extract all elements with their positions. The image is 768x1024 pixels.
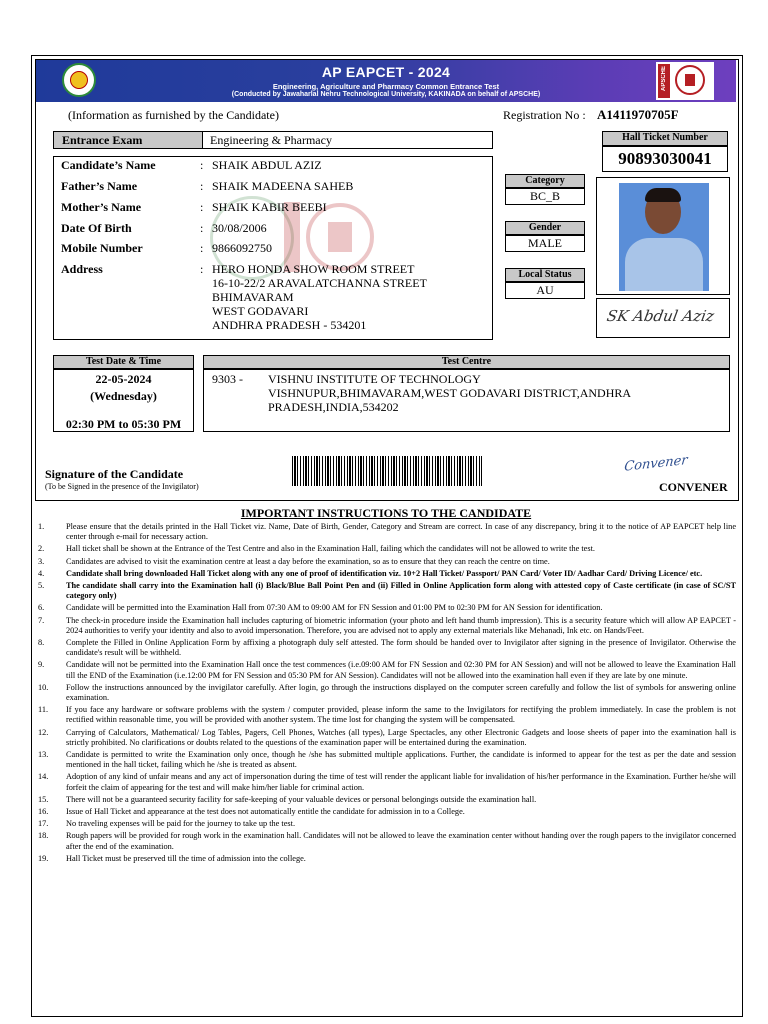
instruction-item (38, 569, 736, 579)
candidate-name-label: Candidate’s Name (61, 158, 156, 172)
category-label: Category (505, 174, 585, 188)
address-line: 16-10-22/2 ARAVALATCHANNA STREET (212, 276, 427, 290)
address-line: ANDHRA PRADESH - 534201 (212, 318, 367, 332)
entrance-exam-row (53, 131, 493, 149)
instruction-item (38, 705, 736, 725)
instruction-item (38, 728, 736, 748)
conducted-by: (Conducted by Jawaharlal Nehru Technological University, KAKINADA on behalf of APSCHE) (231, 91, 541, 98)
instruction-number: 1. (38, 522, 45, 531)
instructions-title: IMPORTANT INSTRUCTIONS TO THE CANDIDATE (240, 506, 532, 520)
mobile-label: Mobile Number (61, 241, 143, 255)
father-name-label: Father’s Name (61, 179, 138, 193)
jntuk-logo (62, 63, 96, 97)
instruction-text: Carrying of Calculators, Mathematical/ Log Tables, Pagers, Cell Phones, Watches (all types), Large Spectacles, any other Electronic Gadgets and loose sheets of paper into the examination hall is strictly prohibited. No clarifications or doubts related to the questions of the examination paper will be entertained during the examination. (66, 727, 736, 747)
candidate-signature-image: SK Abdul Aziz (596, 298, 730, 338)
instruction-item (38, 854, 736, 864)
instruction-item (38, 660, 736, 680)
instruction-item (38, 544, 736, 554)
instruction-item (38, 581, 736, 601)
instruction-number: 10. (38, 682, 49, 692)
exam-title: AP EAPCET - 2024 (321, 64, 451, 80)
instruction-text: Hall Ticket must be preserved till the time of admission into the college. (66, 853, 306, 863)
signature-label: Signature of the Candidate (45, 467, 184, 481)
entrance-exam-value: Engineering & Pharmacy (210, 133, 332, 147)
mobile-value: 9866092750 (212, 241, 272, 255)
mother-name-label: Mother’s Name (61, 200, 142, 214)
convener-label: CONVENER (659, 480, 728, 494)
instruction-number: 7. (38, 615, 45, 625)
instruction-text: The check-in procedure inside the Examination hall includes capturing of biometric information (your photo and left hand thumb impression). This is a security feature which will allow AP EAPCET - 2024 authorities to verify your identity and also to avoid impersonation. Therefore, you are advised not to apply any external materials like Mehanadi, Ink etc. on Hands/Feet. (66, 615, 736, 635)
convener-signature: Convener (623, 452, 689, 475)
gender-value: MALE (505, 235, 585, 252)
instruction-text: There will not be a guaranteed security facility for safe-keeping of your valuable devices or personal belongings outside the examination hall. (66, 794, 537, 804)
instruction-number: 16. (38, 807, 49, 817)
instruction-item (38, 557, 736, 567)
registration-number: A1411970705F (597, 107, 679, 122)
candidate-name-value: SHAIK ABDUL AZIZ (212, 158, 322, 172)
instruction-item (38, 795, 736, 805)
test-centre-box (203, 369, 730, 432)
instruction-number: 11. (38, 705, 49, 715)
address-label: Address (61, 262, 103, 276)
instruction-number: 12. (38, 727, 49, 737)
centre-line: VISHNUPUR,BHIMAVARAM,WEST GODAVARI DISTRICT,ANDHRA (268, 386, 632, 400)
gender-label: Gender (505, 221, 585, 235)
instruction-item (38, 831, 736, 851)
test-day: (Wednesday) (90, 389, 157, 403)
hall-ticket-label: Hall Ticket Number (602, 131, 728, 146)
test-date: 22-05-2024 (95, 372, 152, 386)
mother-name-value: SHAIK KABIR BEEBI (212, 200, 327, 214)
instruction-item (38, 616, 736, 636)
instruction-text: Rough papers will be provided for rough work in the examination hall. Candidates will not be allowed to leave the examination center without handing over the rough papers to the invigilator concerned after the end of the examination. (66, 831, 736, 851)
instruction-item (38, 772, 736, 792)
instruction-item (38, 683, 736, 703)
address-line: BHIMAVARAM (212, 290, 294, 304)
instruction-number: 6. (38, 603, 45, 613)
instruction-text: Candidate shall bring downloaded Hall Ticket along with any one of proof of identification viz. 10+2 Hall Ticket/ Passport/ PAN Card/ Voter ID/ Aadhar Card/ Driving Licence/ etc. (66, 568, 703, 578)
test-centre-label: Test Centre (203, 355, 730, 369)
instruction-text: If you face any hardware or software problems with the system / computer provided, please inform the same to the Invigilators for rectifying the problem immediately. In case the problem is not rectified within reasonable time, you will be provided with another system. The time lost for changing the system will be compensated. (66, 705, 736, 725)
dob-value: 30/08/2006 (212, 221, 267, 235)
instruction-item (38, 819, 736, 829)
instruction-text: Candidate is permitted to write the Examination only once, though he /she has submitted multiple applications. Further, the candidate is informed to appear for the test as per the date and session mentioned in the hall ticket, failing which he /she is treated as absent. (66, 750, 736, 770)
instruction-text: Candidate will not be permitted into the Examination Hall once the test commences (i.e.09:00 AM for FN Session and 02:30 PM for AN Session) and will not be allowed to leave the Examination Hall till the END of the Examination (i.e.12:00 PM for FN Session and 05:30 PM for AN Session). Candidates will not be allowed into the examination hall even if they are late by one minute. (66, 660, 736, 680)
centre-line: VISHNU INSTITUTE OF TECHNOLOGY (268, 372, 481, 386)
father-name-value: SHAIK MADEENA SAHEB (212, 179, 354, 193)
address-value (212, 262, 427, 332)
instruction-number: 18. (38, 831, 49, 841)
instruction-number: 14. (38, 772, 49, 782)
hall-ticket-number: 90893030041 (602, 146, 728, 172)
instructions-list (38, 522, 736, 864)
dob-label: Date Of Birth (61, 221, 132, 235)
signature-note: (To be Signed in the presence of the Invigilator) (45, 482, 199, 491)
instruction-text: Adoption of any kind of unfair means and any act of impersonation during the time of test will render the applicant liable for invalidation of his/her performance in the Examination. Further he/she will forfeit the claim of appearing for the test and will make him/her liable for criminal action. (66, 772, 736, 792)
header-banner (36, 60, 736, 102)
test-date-time-label: Test Date & Time (53, 355, 194, 369)
instruction-item (38, 603, 736, 613)
test-time: 02:30 PM to 05:30 PM (65, 417, 182, 431)
instruction-number: 8. (38, 638, 45, 648)
instruction-text: Candidate will be permitted into the Examination Hall from 07:30 AM to 09:00 AM for FN Session and 01:00 PM to 02:30 PM for AN Session for identification. (66, 603, 603, 613)
instruction-text: Please ensure that the details printed in the Hall Ticket viz. Name, Date of Birth, Gender, Category and Stream are correct. In case of any discrepancy, bring it to the notice of AP EAPCET help line center through e-mail for necessary action. (66, 522, 736, 542)
instruction-number: 17. (38, 819, 49, 829)
instruction-text: No traveling expenses will be paid for the journey to take up the test. (66, 819, 296, 829)
instruction-item (38, 807, 736, 817)
instruction-item (38, 750, 736, 770)
instruction-number: 15. (38, 794, 49, 804)
local-status-value: AU (505, 282, 585, 299)
instruction-number: 13. (38, 750, 49, 760)
category-value: BC_B (505, 188, 585, 205)
candidate-photo (596, 177, 730, 295)
instruction-number: 3. (38, 556, 45, 566)
entrance-exam-label: Entrance Exam (62, 133, 143, 147)
instruction-text: The candidate shall carry into the Examination hall (i) Black/Blue Ball Point Pen and (ii) Filled in Online Application form along with attested copy of Caste certificate (in case of SC/ST category only) (66, 581, 736, 601)
local-status-label: Local Status (505, 268, 585, 282)
instruction-text: Complete the Filled in Online Application Form by affixing a photograph duly self attested. The form should be handed over to Invigilator after signing in the presence of Invigilator. Otherwise the candidate's result will be withheld. (66, 638, 736, 658)
instruction-item (38, 638, 736, 658)
registration-label: Registration No : (503, 108, 586, 122)
instruction-number: 5. (38, 581, 45, 591)
instruction-item (38, 522, 736, 542)
instruction-text: Candidates are advised to visit the examination centre at least a day before the examination, so as to ensure that they can reach the centre on time. (66, 556, 550, 566)
address-line: WEST GODAVARI (212, 304, 309, 318)
instruction-text: Follow the instructions announced by the invigilator carefully. After login, go through the instructions displayed on the computer screen carefully and follow the list of symbols for answering online examination. (66, 682, 736, 703)
instruction-number: 4. (38, 568, 45, 578)
instruction-number: 2. (38, 544, 45, 554)
centre-line: PRADESH,INDIA,534202 (268, 400, 399, 414)
exam-subtitle: Engineering, Agriculture and Pharmacy Common Entrance Test (272, 82, 500, 91)
instruction-number: 19. (38, 853, 49, 863)
apsche-logo: APSCHE (656, 62, 714, 100)
test-date-time-box (53, 369, 194, 432)
info-note: (Information as furnished by the Candidate) (68, 108, 279, 122)
barcode (292, 456, 482, 486)
test-centre-address (268, 372, 631, 414)
instruction-number: 9. (38, 660, 45, 670)
test-centre-code: 9303 - (212, 372, 243, 386)
address-line: HERO HONDA SHOW ROOM STREET (212, 262, 415, 276)
instruction-text: Hall ticket shall be shown at the Entrance of the Test Centre and also in the Examination Hall, failing which the candidates will not be allowed to write the test. (66, 544, 595, 554)
instruction-text: Issue of Hall Ticket and appearance at the test does not automatically entitle the candidate for admission in to a College. (66, 807, 465, 817)
